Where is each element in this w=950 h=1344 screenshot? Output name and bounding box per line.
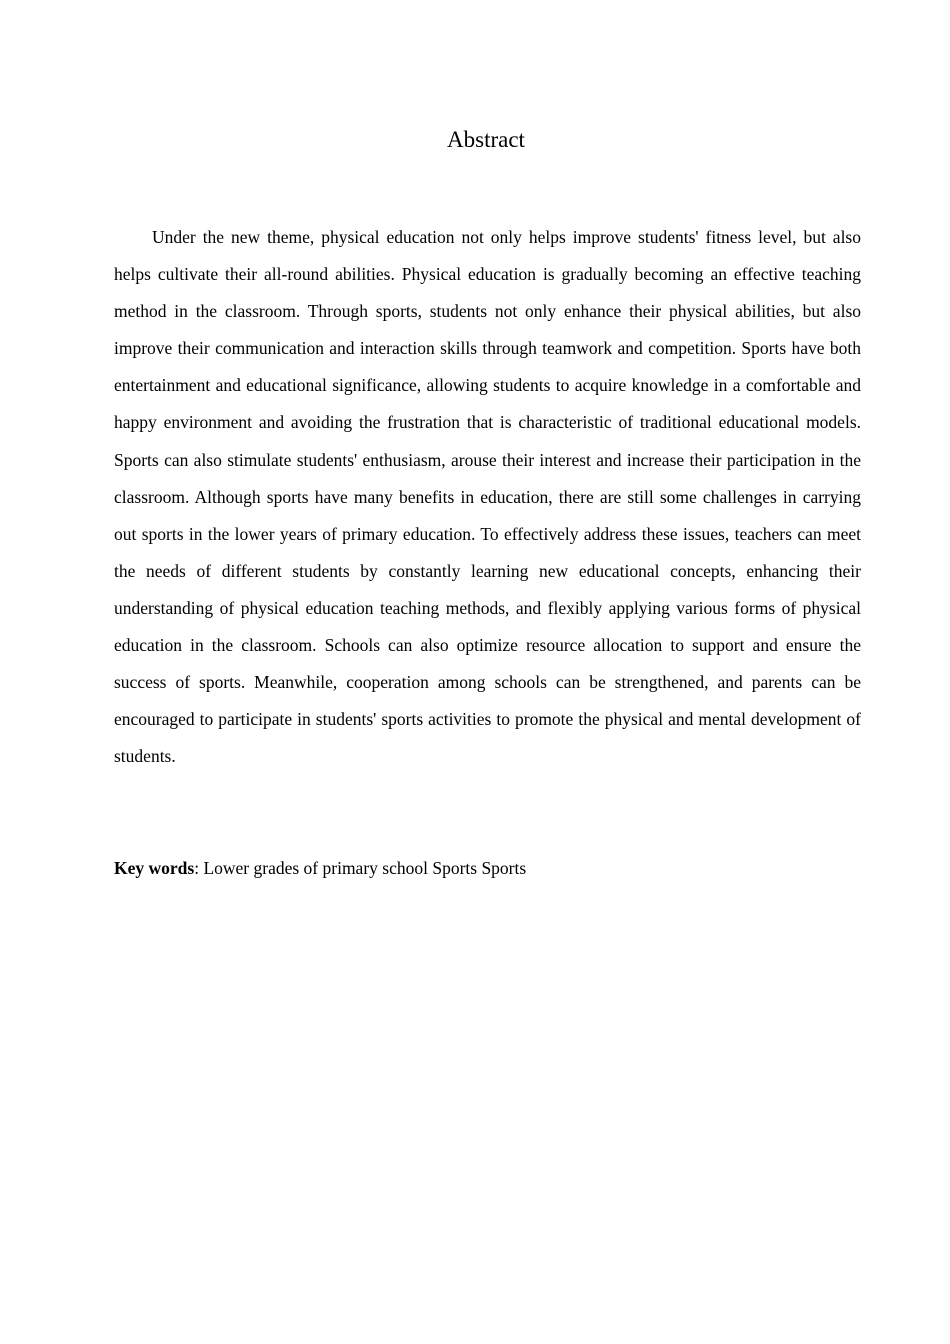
keywords-label: Key words xyxy=(114,858,195,878)
keywords-line xyxy=(114,850,861,887)
abstract-paragraph: Under the new theme, physical education not only helps improve students' fitness level, but also helps cultivate their all-round abilities. Physical education is gradually becoming an effective teaching method in the classroom. Through sports, students not only enhance their physical abilities, but also improve their communication and interaction skills through teamwork and competition. Sports have both entertainment and educational significance, allowing students to acquire knowledge in a comfortable and happy environment and avoiding the frustration that is characteristic of traditional educational models. Sports can also stimulate students' enthusiasm, arouse their interest and increase their participation in the classroom. Although sports have many benefits in education, there are still some challenges in carrying out sports in the lower years of primary education. To effectively address these issues, teachers can meet the needs of different students by constantly learning new educational concepts, enhancing their understanding of physical education teaching methods, and flexibly applying various forms of physical education in the classroom. Schools can also optimize resource allocation to support and ensure the success of sports. Meanwhile, cooperation among schools can be strengthened, and parents can be encouraged to participate in students' sports activities to promote the physical and mental development of students. xyxy=(114,227,861,767)
keywords-value: Lower grades of primary school Sports Sports xyxy=(203,858,527,878)
keywords-separator: : xyxy=(194,858,204,878)
abstract-title: Abstract xyxy=(447,127,525,152)
